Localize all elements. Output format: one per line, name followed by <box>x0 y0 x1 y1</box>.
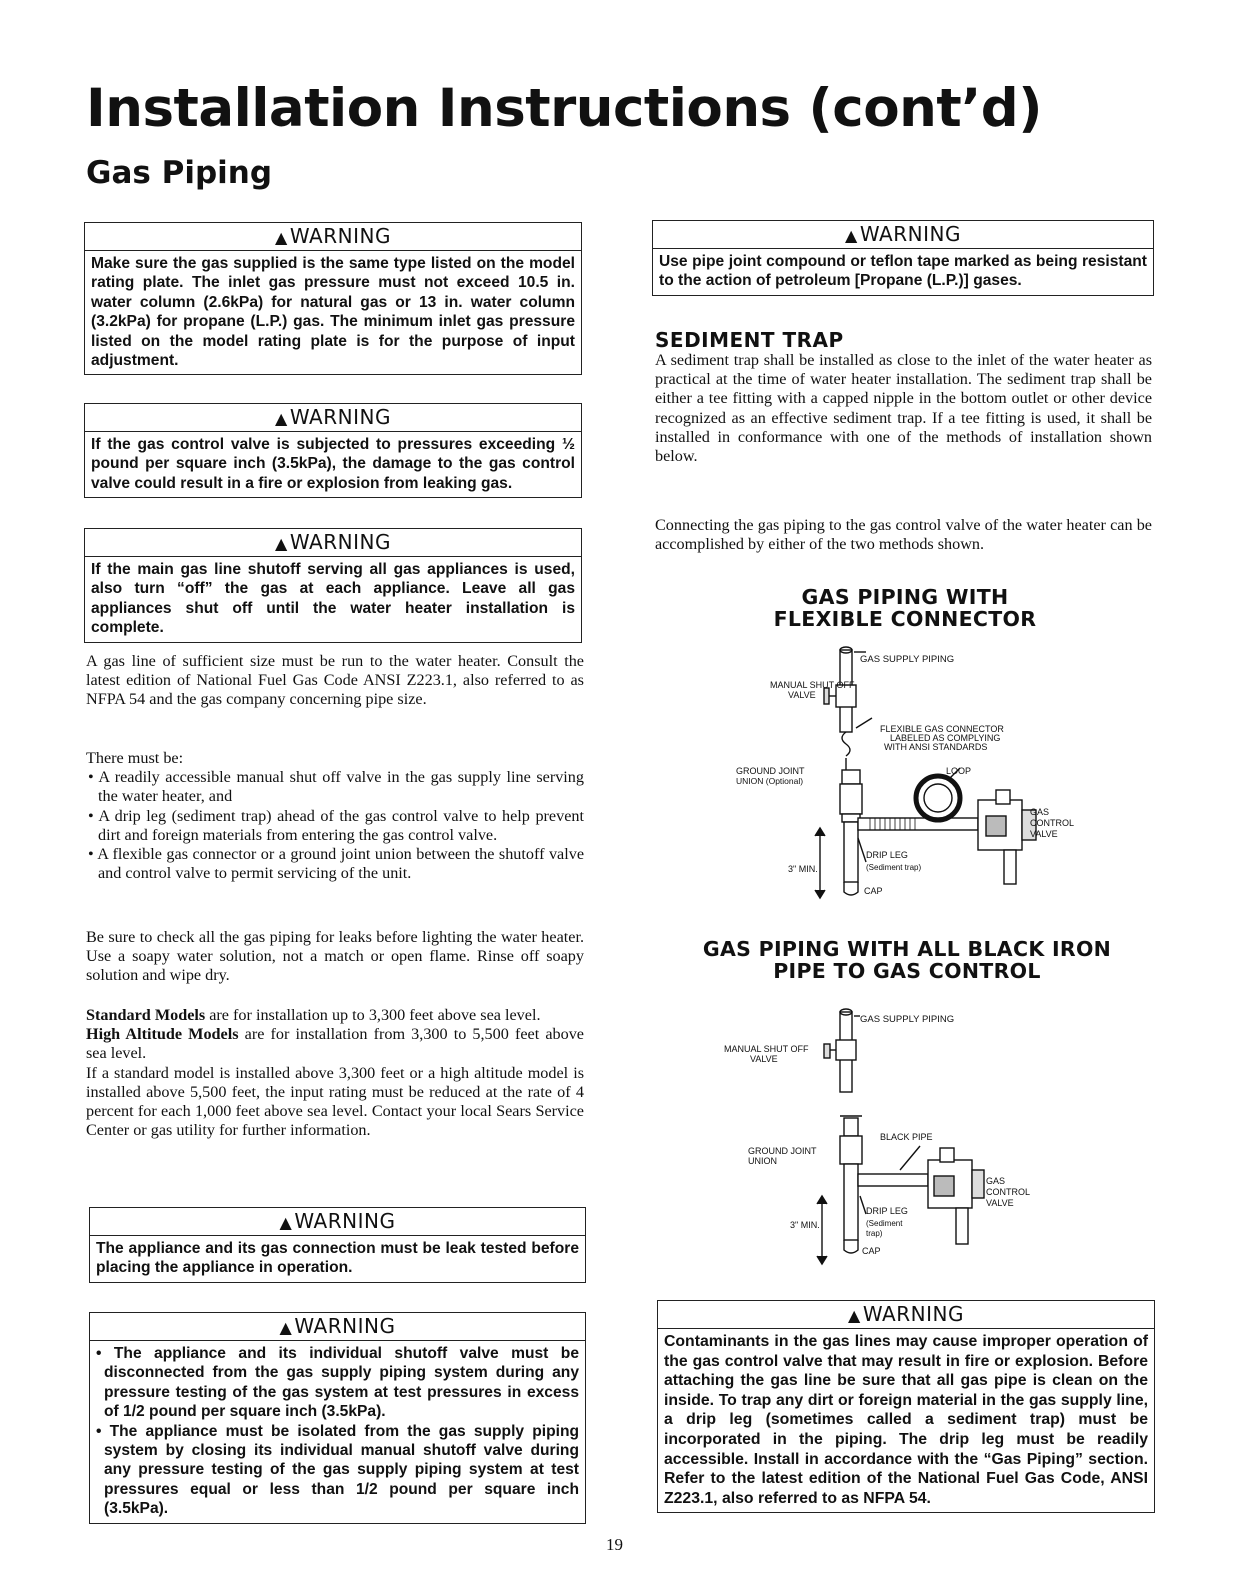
diagram2-heading-line2: PIPE TO GAS CONTROL <box>773 959 1041 983</box>
warning-triangle-icon: ▲ <box>848 1306 861 1325</box>
warning-triangle-icon: ▲ <box>845 226 858 245</box>
label-flex-connector: FLEXIBLE GAS CONNECTOR <box>880 724 1004 734</box>
label-drip-leg-3: trap) <box>866 1229 883 1238</box>
label-manual-shutoff: MANUAL SHUT OFF <box>724 1044 809 1054</box>
requirements-intro: There must be: <box>86 749 184 767</box>
label-ground-joint-2: UNION <box>748 1156 777 1166</box>
sediment-trap-text: A sediment trap shall be installed as close to the inlet of the water heater as practical at the time of water heater installation. The sediment trap shall be either a tee fitting with a capped nipple in the bottom outlet or other device recognized as an effective sediment trap. If a tee fitting is used, it shall be installed in conformance with one of the methods of installation shown below. <box>655 351 1152 466</box>
label-ground-joint-2: UNION (Optional) <box>736 776 804 786</box>
warning-heading: ▲ WARNING <box>85 223 581 251</box>
warning-text <box>90 1341 585 1523</box>
label-manual-shutoff-2: VALVE <box>788 690 816 700</box>
black-iron-pipe-diagram <box>700 1000 1120 1270</box>
gas-line-text: A gas line of sufficient size must be run to the water heater. Consult the latest edition of National Fuel Gas Code ANSI Z223.1, also referred to as NFPA 54 and the gas company concerning pipe size. <box>86 652 584 709</box>
leak-check-paragraph <box>86 928 584 986</box>
flexible-connector-diagram <box>700 640 1120 910</box>
derate-text: If a standard model is installed above 3,300 feet or a high altitude model is installed above 5,500 feet, the input rating must be reduced at the rate of 4 percent for each 1,000 feet above sea level. Contact your local Sears Service Center or gas utility for further information. <box>86 1063 584 1140</box>
warning-text: If the gas control valve is subjected to pressures exceeding ½ pound per square inch (3.5kPa), the damage to the gas control valve could result in a fire or explosion from leaking gas. <box>91 436 575 492</box>
label-gas-supply: GAS SUPPLY PIPING <box>860 654 955 665</box>
label-cap: CAP <box>864 886 883 896</box>
label-drip-leg-2: (Sediment trap) <box>866 863 922 872</box>
connecting-paragraph <box>655 516 1152 554</box>
label-drip-leg-2: (Sediment <box>866 1219 903 1228</box>
warning-triangle-icon: ▲ <box>275 534 288 553</box>
warning-text: Use pipe joint compound or teflon tape marked as being resistant to the action of petroleum [Propane (L.P.)] gases. <box>659 253 1147 290</box>
requirement-item: • A readily accessible manual shut off valve in the gas supply line serving the water heater, and <box>88 768 584 806</box>
warning-text: If the main gas line shutoff serving all gas appliances is used, also turn “off” the gas at each appliance. Leave all gas appliances shut off until the water heater installation is complete. <box>91 561 575 637</box>
warning-heading: ▲ WARNING <box>653 221 1153 249</box>
label-gas-control: GAS <box>986 1176 1006 1186</box>
warning-box-pressure <box>84 403 582 498</box>
diagram1-heading-line2: FLEXIBLE CONNECTOR <box>773 607 1037 631</box>
warning-heading: ▲ WARNING <box>90 1208 585 1236</box>
warning-box-leak-test <box>89 1207 586 1283</box>
altitude-paragraph <box>86 1006 584 1140</box>
sediment-trap-paragraph <box>655 351 1152 466</box>
connecting-text: Connecting the gas piping to the gas control valve of the water heater can be accomplished by either of the two methods shown. <box>655 516 1152 554</box>
requirement-item: • A drip leg (sediment trap) ahead of the gas control valve to help prevent dirt and foreign materials from entering the gas control valve. <box>88 806 584 844</box>
warning-heading: ▲ WARNING <box>85 404 581 432</box>
label-gas-control: GAS <box>1030 807 1050 817</box>
label-drip-leg: DRIP LEG <box>866 850 908 860</box>
warning-box-pressure-testing <box>89 1312 586 1524</box>
label-min: 3" MIN. <box>790 1220 820 1230</box>
label-ground-joint: GROUND JOINT <box>736 766 805 776</box>
warning-heading: ▲ WARNING <box>85 529 581 557</box>
warning-box-contaminants <box>657 1300 1155 1513</box>
warning-triangle-icon: ▲ <box>275 409 288 428</box>
label-loop: LOOP <box>946 766 972 776</box>
warning-item: • The appliance must be isolated from the gas supply piping system by closing its individual manual shutoff valve during any pressure testing of the gas supply piping system at test pressures equal or less than 1/2 pound per square inch (3.5kPa). <box>96 1422 579 1518</box>
requirement-item: • A flexible gas connector or a ground joint union between the shutoff valve and control valve to permit servicing of the unit. <box>88 845 584 883</box>
diagram1-heading <box>700 586 1110 630</box>
label-cap: CAP <box>862 1246 881 1256</box>
warning-text: Contaminants in the gas lines may cause improper operation of the gas control valve that may result in fire or explosion. Before attaching the gas line be sure that all gas pipe is clean on the inside. To trap any dirt or foreign material in the gas supply line, a drip leg (sometimes called a sediment trap) must be incorporated in the piping. The drip leg must be readily accessible. Install in accordance with the “Gas Piping” section. Refer to the latest edition of the National Fuel Gas Code, ANSI Z223.1, also referred to as NFPA 54. <box>664 1333 1148 1507</box>
warning-heading: ▲ WARNING <box>658 1301 1154 1329</box>
label-min: 3" MIN. <box>788 864 818 874</box>
label-flex-connector-3: WITH ANSI STANDARDS <box>884 742 988 752</box>
label-manual-shutoff-2: VALVE <box>750 1054 778 1064</box>
standard-models-label: Standard Models <box>86 1006 206 1024</box>
diagram2-heading <box>672 938 1142 982</box>
warning-triangle-icon: ▲ <box>275 228 288 247</box>
warning-triangle-icon: ▲ <box>279 1318 293 1337</box>
page-title: Installation Instructions (cont’d) <box>86 78 1042 139</box>
warning-box-main-shutoff <box>84 528 582 643</box>
diagram1-heading-line1: GAS PIPING WITH <box>801 585 1009 609</box>
leak-check-text: Be sure to check all the gas piping for leaks before lighting the water heater. Use a soapy water solution, not a match or open flame. Rinse off soapy solution and wipe dry. <box>86 928 584 985</box>
label-flex-connector-2: LABELED AS COMPLYING <box>890 733 1001 743</box>
warning-triangle-icon: ▲ <box>279 1213 293 1232</box>
label-ground-joint: GROUND JOINT <box>748 1146 817 1156</box>
label-drip-leg: DRIP LEG <box>866 1206 908 1216</box>
requirements-list <box>86 749 584 883</box>
label-gas-control-2: CONTROL <box>1030 818 1075 828</box>
label-gas-control-3: VALVE <box>986 1198 1014 1208</box>
label-gas-control-2: CONTROL <box>986 1187 1031 1197</box>
gas-line-paragraph <box>86 652 584 710</box>
warning-heading: ▲ WARNING <box>90 1313 585 1341</box>
label-manual-shutoff: MANUAL SHUT OFF <box>770 680 855 690</box>
warning-text: Make sure the gas supplied is the same type listed on the model rating plate. The inlet gas pressure must not exceed 10.5 in. water column (2.6kPa) for natural gas or 13 in. water column (3.2kPa) for propane (L.P.) gas. The minimum inlet gas pressure listed on the model rating plate is for the purpose of input adjustment. <box>91 255 575 370</box>
label-gas-supply: GAS SUPPLY PIPING <box>860 1014 955 1025</box>
standard-models-text: Standard Models are for installation up to 3,300 feet above sea level. <box>86 1006 541 1024</box>
high-altitude-text: High Altitude Models are for installation from 3,300 to 5,500 feet above sea level. <box>86 1025 584 1063</box>
warning-box-gas-type <box>84 222 582 375</box>
page-number: 19 <box>606 1535 623 1554</box>
label-gas-control-3: VALVE <box>1030 829 1058 839</box>
warning-item: • The appliance and its individual shutoff valve must be disconnected from the gas supply piping system during any pressure testing of the gas system at test pressures in excess of 1/2 pound per square inch (3.5kPa). <box>96 1345 579 1421</box>
high-altitude-label: High Altitude Models <box>86 1025 239 1044</box>
diagram2-heading-line1: GAS PIPING WITH ALL BLACK IRON <box>702 937 1112 961</box>
warning-text: The appliance and its gas connection must be leak tested before placing the appliance in operation. <box>96 1240 579 1277</box>
section-title: Gas Piping <box>86 155 273 191</box>
label-black-pipe: BLACK PIPE <box>880 1132 933 1142</box>
warning-box-pipe-compound <box>652 220 1154 296</box>
sediment-trap-heading: SEDIMENT TRAP <box>655 328 844 352</box>
